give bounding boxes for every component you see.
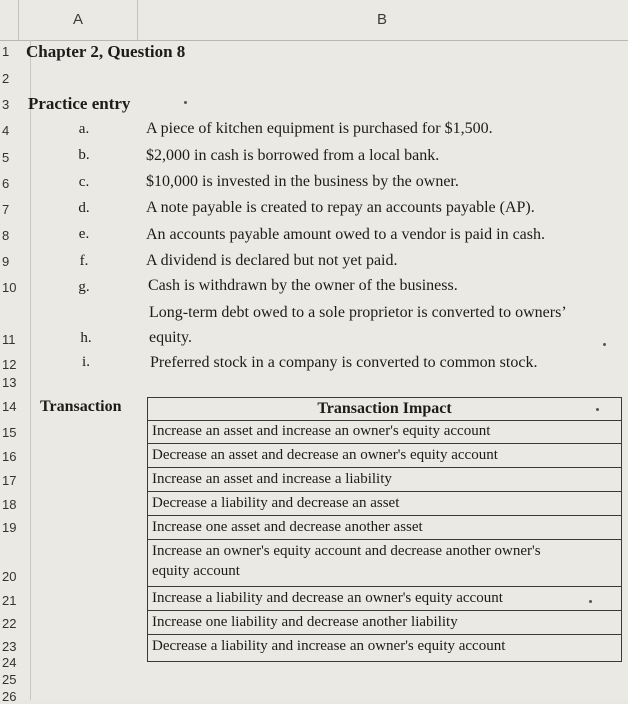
row-number[interactable]: 21 xyxy=(2,593,17,608)
entry-letter[interactable]: a. xyxy=(78,121,90,137)
entry-description[interactable]: An accounts payable amount owed to a vendor is paid in cash. xyxy=(146,226,545,243)
entry-letter[interactable]: e. xyxy=(78,226,90,242)
row-number[interactable]: 23 xyxy=(2,639,17,654)
row-number[interactable]: 11 xyxy=(2,332,16,347)
impact-table-header[interactable]: Transaction Impact xyxy=(148,398,621,421)
row-number[interactable]: 18 xyxy=(2,497,17,512)
row-number[interactable]: 8 xyxy=(2,228,10,243)
entry-description[interactable]: A note payable is created to repay an accounts payable (AP). xyxy=(146,199,535,216)
row-number[interactable]: 15 xyxy=(2,425,17,440)
transaction-label[interactable]: Transaction xyxy=(40,398,122,415)
entry-letter[interactable]: b. xyxy=(78,147,90,163)
entry-letter[interactable]: f. xyxy=(79,253,89,269)
row-number[interactable]: 26 xyxy=(2,689,17,704)
row-number[interactable]: 24 xyxy=(2,655,17,670)
table-row[interactable]: Increase one asset and decrease another asset xyxy=(148,517,621,540)
row-number[interactable]: 25 xyxy=(2,672,17,687)
table-row-line: equity account xyxy=(152,563,240,579)
row-number[interactable]: 17 xyxy=(2,473,17,488)
entry-letter[interactable]: h. xyxy=(80,330,92,346)
entry-description-continued[interactable]: equity. xyxy=(149,329,192,346)
row-number[interactable]: 20 xyxy=(2,569,17,584)
row-number[interactable]: 9 xyxy=(2,254,10,269)
row-number[interactable]: 10 xyxy=(2,280,17,295)
row-number[interactable]: 4 xyxy=(2,123,10,138)
table-row[interactable]: Increase an asset and increase a liability xyxy=(148,469,621,492)
practice-entry-label[interactable]: Practice entry xyxy=(28,94,131,113)
row-number[interactable]: 22 xyxy=(2,616,17,631)
table-row[interactable] xyxy=(148,541,621,587)
row-number[interactable]: 16 xyxy=(2,449,17,464)
table-row-line: Increase an owner's equity account and decrease another owner's xyxy=(152,543,541,559)
table-row[interactable]: Increase a liability and decrease an owner's equity account xyxy=(148,588,621,611)
entry-description[interactable]: A piece of kitchen equipment is purchased for $1,500. xyxy=(146,120,493,137)
entry-letter[interactable]: i. xyxy=(82,354,90,370)
row-number[interactable]: 19 xyxy=(2,520,17,535)
table-row[interactable]: Decrease a liability and increase an owner's equity account xyxy=(152,638,506,654)
column-header xyxy=(0,0,628,41)
table-row[interactable]: Increase an asset and increase an owner's equity account xyxy=(148,421,621,444)
entry-letter[interactable]: c. xyxy=(78,174,90,190)
speck xyxy=(589,600,592,603)
entry-description[interactable]: Long-term debt owed to a sole proprietor is converted to owners’ xyxy=(149,304,567,321)
entry-description[interactable]: Cash is withdrawn by the owner of the business. xyxy=(148,277,458,294)
entry-description[interactable]: Preferred stock in a company is converted to common stock. xyxy=(150,354,538,371)
entry-description[interactable]: $10,000 is invested in the business by the owner. xyxy=(146,173,459,190)
column-header-b[interactable]: B xyxy=(376,11,387,28)
column-header-a[interactable]: A xyxy=(18,0,138,40)
row-number[interactable]: 12 xyxy=(2,357,17,372)
row-number[interactable]: 1 xyxy=(2,44,10,59)
speck xyxy=(184,101,187,104)
impact-table xyxy=(147,397,622,662)
speck xyxy=(603,343,606,346)
page-title[interactable]: Chapter 2, Question 8 xyxy=(26,42,186,61)
table-row[interactable]: Increase one liability and decrease another liability xyxy=(148,612,621,635)
speck xyxy=(596,408,599,411)
entry-letter[interactable]: d. xyxy=(78,200,90,216)
table-row[interactable]: Decrease a liability and decrease an asset xyxy=(148,493,621,516)
row-number[interactable]: 5 xyxy=(2,150,10,165)
entry-description[interactable]: $2,000 in cash is borrowed from a local bank. xyxy=(146,147,440,164)
entry-description[interactable]: A dividend is declared but not yet paid. xyxy=(146,252,398,269)
entry-letter[interactable]: g. xyxy=(78,279,90,295)
table-row[interactable]: Decrease an asset and decrease an owner's equity account xyxy=(148,445,621,468)
row-number[interactable]: 13 xyxy=(2,375,17,390)
row-number[interactable]: 14 xyxy=(2,399,17,414)
row-number[interactable]: 7 xyxy=(2,202,10,217)
row-number[interactable]: 6 xyxy=(2,176,10,191)
row-number[interactable]: 3 xyxy=(2,97,10,112)
row-number[interactable]: 2 xyxy=(2,71,10,86)
